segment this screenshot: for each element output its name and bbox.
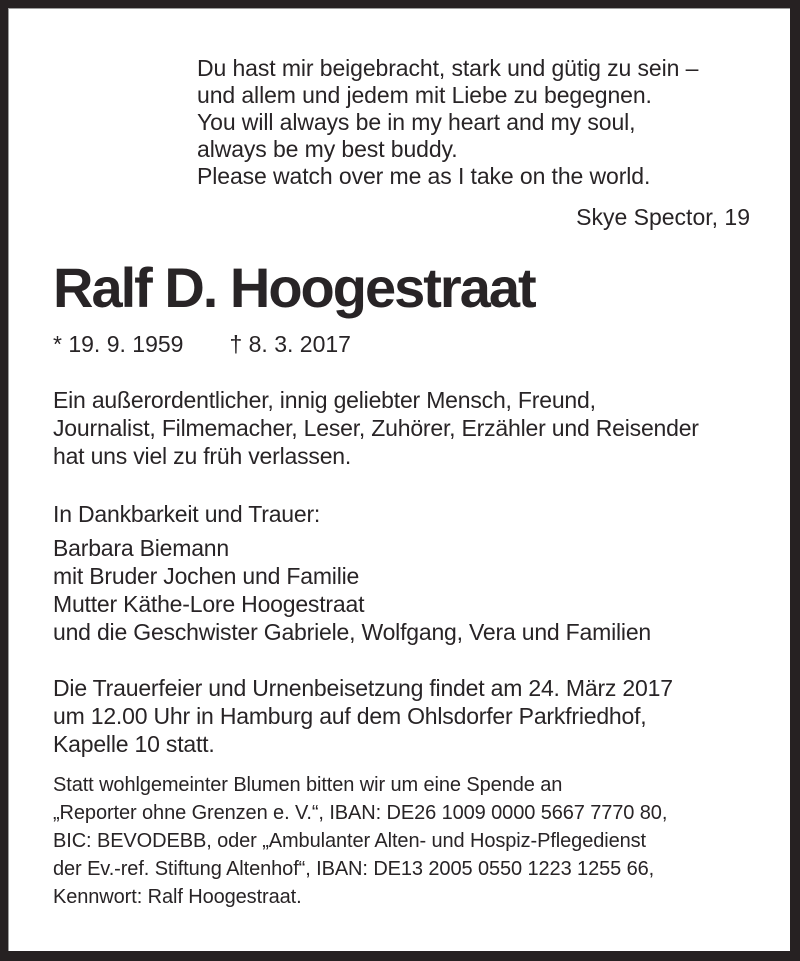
mourner-line: und die Geschwister Gabriele, Wolfgang, Vera und Familien — [53, 619, 651, 645]
quote-attribution: Skye Spector, 19 — [576, 204, 750, 230]
mourner-line: mit Bruder Jochen und Familie — [53, 563, 360, 589]
quote-line: You will always be in my heart and my soul, — [197, 109, 636, 135]
deceased-name: Ralf D. Hoogestraat — [53, 256, 535, 319]
donation-info-line: der Ev.-ref. Stiftung Altenhof“, IBAN: DE13 2005 0550 1223 1255 66, — [53, 858, 655, 880]
funeral-info-paragraph — [53, 674, 750, 758]
mourner-line: Mutter Käthe-Lore Hoogestraat — [53, 591, 365, 617]
donation-info-paragraph — [53, 771, 750, 911]
memorial-quote — [197, 55, 750, 190]
quote-line: Du hast mir beigebracht, stark und gütig zu sein – — [197, 55, 699, 81]
donation-info-line: BIC: BEVODEBB, oder „Ambulanter Alten- und Hospiz-Pflegedienst — [53, 830, 646, 852]
notice-content — [8, 55, 790, 911]
donation-info-line: Kennwort: Ralf Hoogestraat. — [53, 886, 302, 908]
funeral-info-line: Die Trauerfeier und Urnenbeisetzung findet am 24. März 2017 — [53, 675, 673, 701]
tribute-line: Ein außerordentlicher, innig geliebter Mensch, Freund, — [53, 387, 596, 413]
quote-line: always be my best buddy. — [197, 136, 458, 162]
birth-date: * 19. 9. 1959 — [53, 331, 184, 357]
mourners-paragraph — [53, 500, 750, 646]
funeral-info-line: Kapelle 10 statt. — [53, 731, 215, 757]
life-dates — [53, 331, 750, 358]
quote-line: und allem und jedem mit Liebe zu begegnen. — [197, 82, 652, 108]
tribute-paragraph — [53, 386, 750, 470]
mourners-intro-line: In Dankbarkeit und Trauer: — [53, 501, 321, 527]
death-date: † 8. 3. 2017 — [229, 331, 351, 357]
donation-info-line: Statt wohlgemeinter Blumen bitten wir um eine Spende an — [53, 774, 563, 796]
tribute-line: hat uns viel zu früh verlassen. — [53, 443, 352, 469]
donation-info-line: „Reporter ohne Grenzen e. V.“, IBAN: DE26 1009 0000 5667 7770 80, — [53, 802, 668, 824]
tribute-line: Journalist, Filmemacher, Leser, Zuhörer, Erzähler und Reisender — [53, 415, 699, 441]
quote-line: Please watch over me as I take on the world. — [197, 163, 651, 189]
funeral-info-line: um 12.00 Uhr in Hamburg auf dem Ohlsdorfer Parkfriedhof, — [53, 703, 647, 729]
mourner-line: Barbara Biemann — [53, 535, 229, 561]
